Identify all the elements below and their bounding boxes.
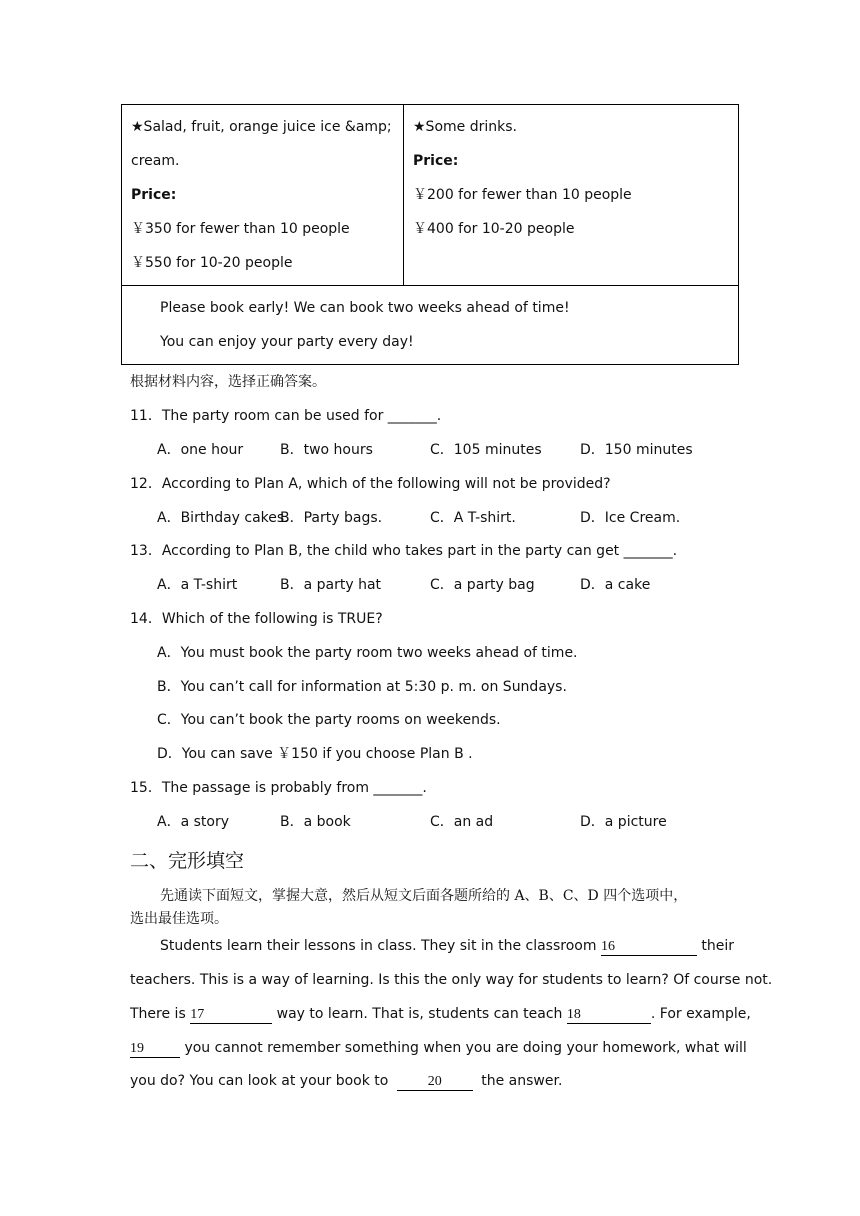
passage-text: you cannot remember something when you are doing your homework, what will xyxy=(184,1040,747,1056)
blank-16[interactable]: 16 xyxy=(601,939,697,956)
question-15-option-d: D．a picture xyxy=(580,814,667,830)
question-13-stem: 13．According to Plan B, the child who takes part in the party can get _______. xyxy=(130,543,678,559)
passage-line-2 xyxy=(130,970,773,990)
question-11-option-b: B．two hours xyxy=(280,442,373,458)
passage-text: you do? You can look at your book to xyxy=(130,1073,389,1089)
question-12-stem: 12．According to Plan A, which of the following will not be provided? xyxy=(130,476,611,492)
blank-18[interactable]: 18 xyxy=(567,1007,651,1024)
section-2-intro-line2: 选出最佳选项。 xyxy=(130,911,228,927)
question-11-option-d: D．150 minutes xyxy=(580,442,693,458)
question-11-stem: 11．The party room can be used for _______. xyxy=(130,408,442,424)
passage-text: Students learn their lessons in class. They sit in the classroom xyxy=(160,938,597,954)
passage-line-5 xyxy=(130,1071,562,1091)
table-column-divider xyxy=(403,104,404,286)
question-15-option-c: C．an ad xyxy=(430,814,494,830)
blank-17[interactable]: 17 xyxy=(190,1007,272,1024)
table-row-divider xyxy=(121,285,739,286)
instruction-text: 根据材料内容，选择正确答案。 xyxy=(130,374,326,390)
question-13-option-d: D．a cake xyxy=(580,577,651,593)
plan-b-price-1: ￥200 for fewer than 10 people xyxy=(413,187,632,203)
section-2-intro-line1: 先通读下面短文，掌握大意，然后从短文后面各题所给的 A、B、C、D 四个选项中， xyxy=(160,888,688,904)
plan-a-food-line2: cream. xyxy=(131,153,180,169)
question-14-option-d: D．You can save ￥150 if you choose Plan B . xyxy=(157,746,473,762)
question-13-option-c: C．a party bag xyxy=(430,577,535,593)
plan-b-food-line1: ★Some drinks. xyxy=(413,119,517,135)
passage-text: their xyxy=(701,938,735,954)
blank-19[interactable]: 19 xyxy=(130,1041,180,1058)
section-2-title: 二、完形填空 xyxy=(130,850,245,872)
booking-note-line2: You can enjoy your party every day! xyxy=(160,334,414,350)
passage-line-4 xyxy=(130,1038,747,1058)
passage-text: way to learn. That is, students can teach xyxy=(276,1006,563,1022)
passage-line-3 xyxy=(130,1004,751,1024)
plan-a-price-label: Price: xyxy=(131,187,177,203)
plan-a-price-1: ￥350 for fewer than 10 people xyxy=(131,221,350,237)
question-13-option-b: B．a party hat xyxy=(280,577,382,593)
question-11-option-a: A．one hour xyxy=(157,442,244,458)
plan-a-price-2: ￥550 for 10-20 people xyxy=(131,255,293,271)
question-12-option-c: C．A T-shirt. xyxy=(430,510,516,526)
plan-a-food-line1: ★Salad, fruit, orange juice ice &amp; xyxy=(131,119,392,135)
booking-note-line1: Please book early! We can book two weeks ahead of time! xyxy=(160,300,570,316)
question-12-option-d: D．Ice Cream. xyxy=(580,510,681,526)
passage-text: the answer. xyxy=(481,1073,563,1089)
plan-b-price-2: ￥400 for 10-20 people xyxy=(413,221,575,237)
passage-text: teachers. This is a way of learning. Is this the only way for students to learn? Of course not. xyxy=(130,972,773,988)
passage-text: There is xyxy=(130,1006,186,1022)
question-14-stem: 14．Which of the following is TRUE? xyxy=(130,611,383,627)
question-15-option-b: B．a book xyxy=(280,814,351,830)
question-15-option-a: A．a story xyxy=(157,814,229,830)
passage-text: . For example, xyxy=(650,1006,751,1022)
question-12-option-b: B．Party bags. xyxy=(280,510,383,526)
question-14-option-b: B．You can’t call for information at 5:30 p. m. on Sundays. xyxy=(157,679,567,695)
question-14-option-a: A．You must book the party room two weeks ahead of time. xyxy=(157,645,578,661)
question-14-option-c: C．You can’t book the party rooms on weekends. xyxy=(157,712,501,728)
question-13-option-a: A．a T-shirt xyxy=(157,577,238,593)
question-11-option-c: C．105 minutes xyxy=(430,442,542,458)
blank-20[interactable]: 20 xyxy=(397,1074,473,1091)
plan-b-price-label: Price: xyxy=(413,153,459,169)
question-15-stem: 15．The passage is probably from _______. xyxy=(130,780,427,796)
passage-line-1 xyxy=(160,936,735,956)
question-12-option-a: A．Birthday cakes. xyxy=(157,510,289,526)
